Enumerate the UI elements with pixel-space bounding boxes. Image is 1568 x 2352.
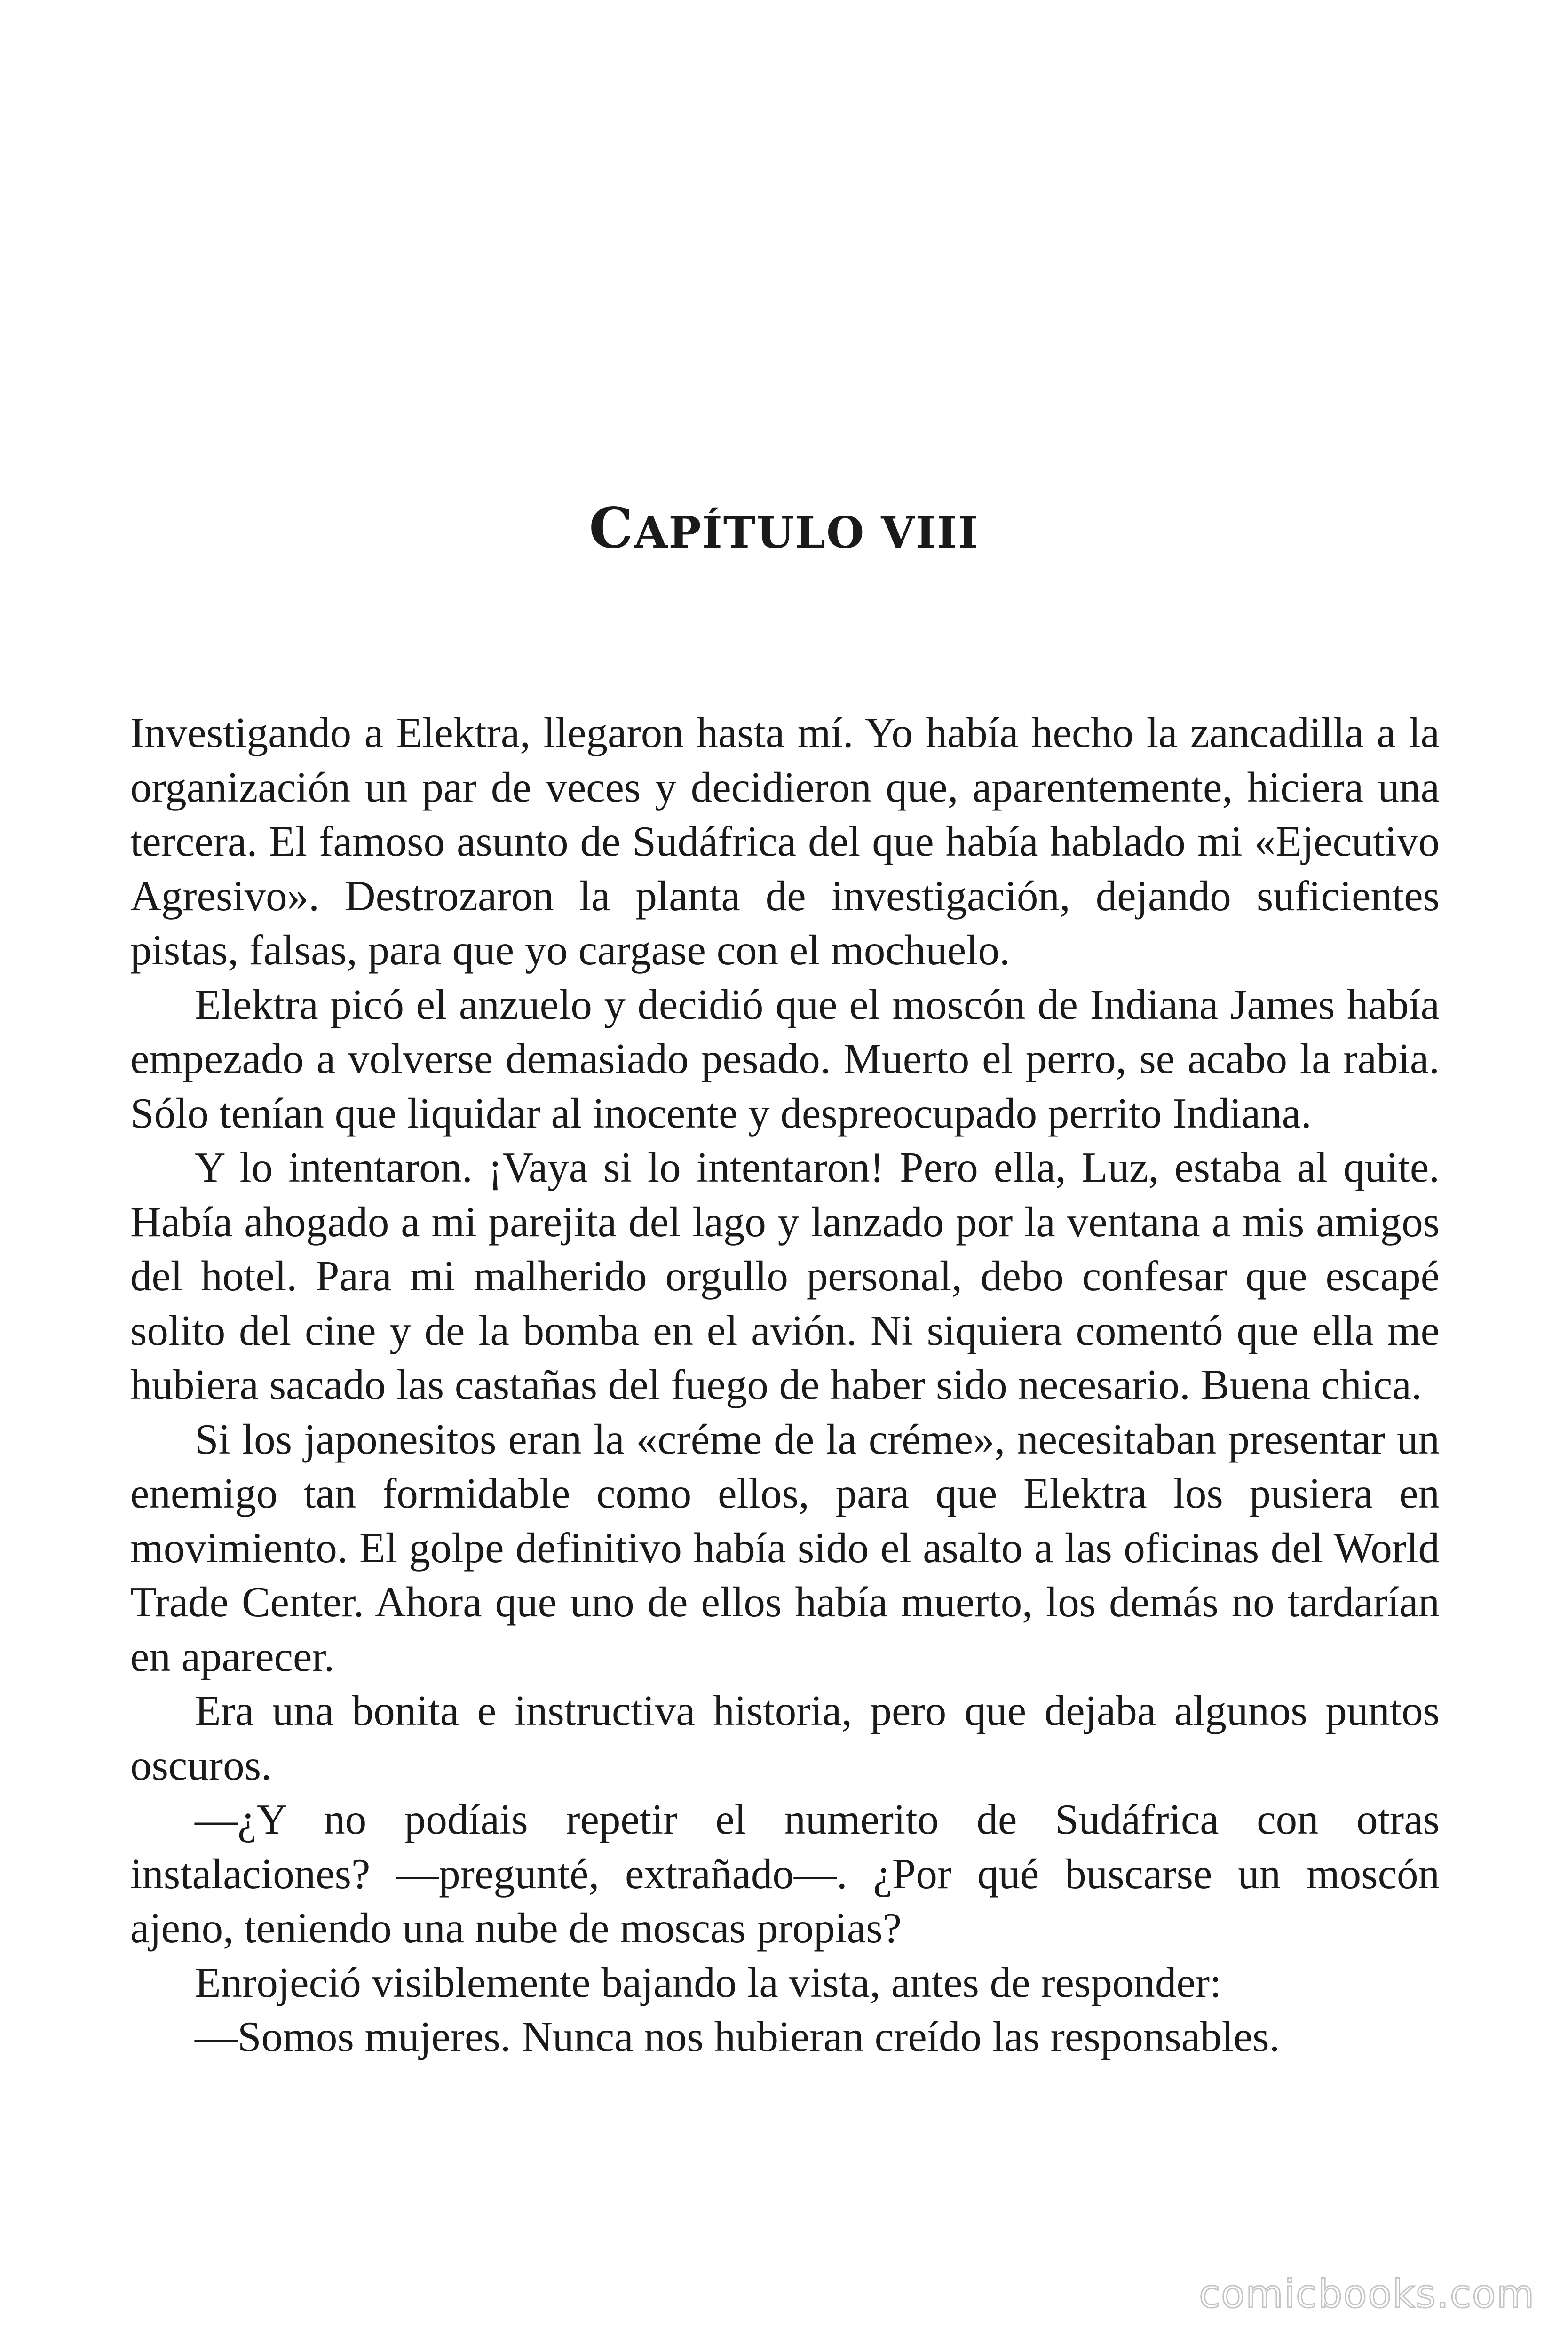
- paragraph: Investigando a Elektra, llegaron hasta mí. Yo había hecho la zancadilla a la organización un par de veces y decidieron que, aparentemente, hiciera una tercera. El famoso asunto de Sudáfrica del que había hablado mi «Ejecutivo Agresivo». Destrozaron la planta de investigación, dejando suficientes pistas, falsas, para que yo cargase con el mochuelo.: [130, 709, 1440, 974]
- chapter-title: [0, 495, 1568, 561]
- chapter-title-initial: C: [589, 495, 634, 561]
- paragraph: —Somos mujeres. Nunca nos hubieran creído las responsables.: [195, 2013, 1280, 2060]
- paragraph: Elektra picó el anzuelo y decidió que el moscón de Indiana James había empezado a volverse demasiado pesado. Muerto el perro, se acabo la rabia. Sólo tenían que liquidar al inocente y despreocupado perrito Indiana.: [130, 980, 1440, 1137]
- watermark: comicbooks.com: [1199, 2272, 1535, 2317]
- paragraph: —¿Y no podíais repetir el numerito de Sudáfrica con otras instalaciones? —pregunté, extrañado—. ¿Por qué buscarse un moscón ajeno, teniendo una nube de moscas propias?: [130, 1796, 1440, 1952]
- paragraph: Era una bonita e instructiva historia, pero que dejaba algunos puntos oscuros.: [130, 1687, 1440, 1789]
- chapter-title-rest: APÍTULO VIII: [634, 507, 979, 558]
- paragraph: Si los japonesitos eran la «créme de la créme», necesitaban presentar un enemigo tan formidable como ellos, para que Elektra los pusiera en movimiento. El golpe definitivo había sido el asalto a las oficinas del World Trade Center. Ahora que uno de ellos había muerto, los demás no tardarían en aparecer.: [130, 1415, 1440, 1680]
- paragraph: Enrojeció visiblemente bajando la vista, antes de responder:: [195, 1958, 1222, 2006]
- chapter-body: [130, 706, 1440, 2064]
- paragraph: Y lo intentaron. ¡Vaya si lo intentaron! Pero ella, Luz, estaba al quite. Había ahogado a mi parejita del lago y lanzado por la ventana a mis amigos del hotel. Para mi malherido orgullo personal, debo confesar que escapé solito del cine y de la bomba en el avión. Ni siquiera comentó que ella me hubiera sacado las castañas del fuego de haber sido necesario. Buena chica.: [130, 1144, 1440, 1408]
